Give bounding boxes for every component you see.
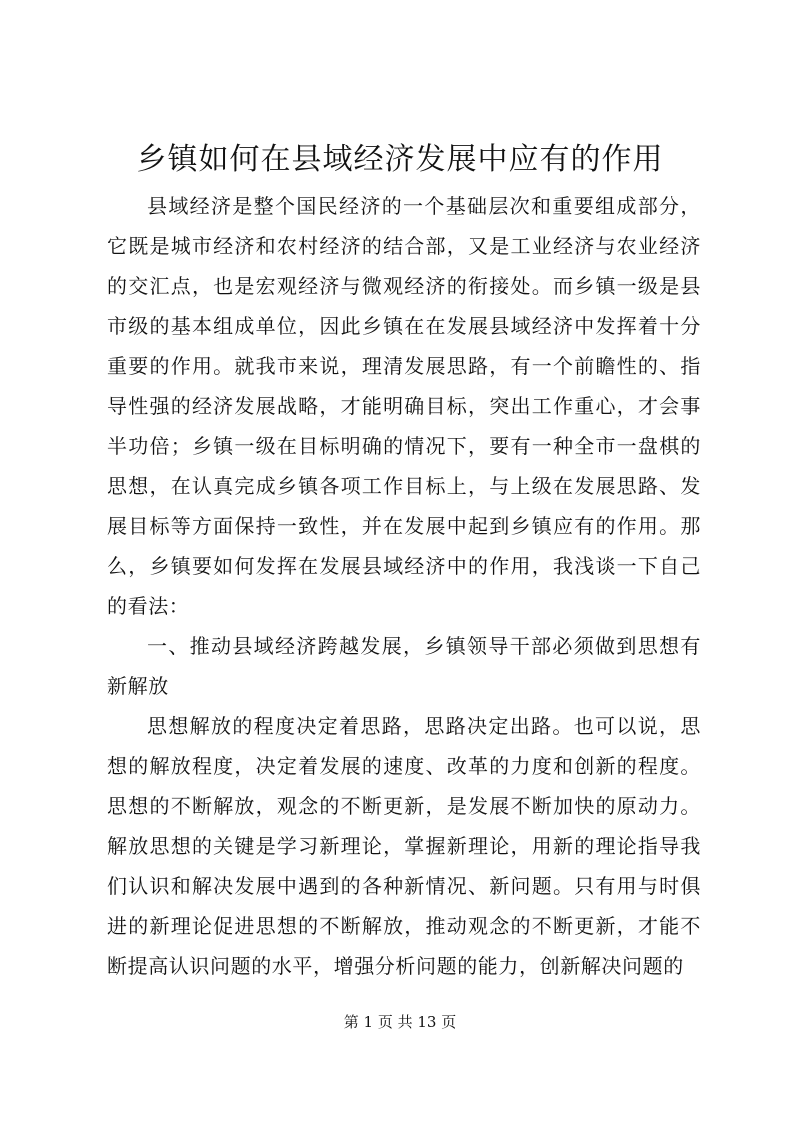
document-body [107, 186, 701, 986]
document-title: 乡镇如何在县域经济发展中应有的作用 [136, 142, 664, 177]
paragraph-intro: 县域经济是整个国民经济的一个基础层次和重要组成部分，它既是城市经济和农村经济的结合部，又是工业经济与农业经济的交汇点，也是宏观经济与微观经济的衔接处。而乡镇一级是县市级的基本组成单位，因此乡镇在在发展县域经济中发挥着十分重要的作用。就我市来说，理清发展思路，有一个前瞻性的、指导性强的经济发展战略，才能明确目标，突出工作重心，才会事半功倍；乡镇一级在目标明确的情况下，要有一种全市一盘棋的思想，在认真完成乡镇各项工作目标上，与上级在发展思路、发展目标等方面保持一致性，并在发展中起到乡镇应有的作用。那么，乡镇要如何发挥在发展县域经济中的作用，我浅谈一下自己的看法： [107, 194, 701, 618]
paragraph-section-1: 思想解放的程度决定着思路，思路决定出路。也可以说，思想的解放程度，决定着发展的速度、改革的力度和创新的程度。思想的不断解放，观念的不断更新，是发展不断加快的原动力。解放思想的关键是学习新理论，掌握新理论，用新的理论指导我们认识和解决发展中遇到的各种新情况、新问题。只有用与时俱进的新理论促进思想的不断解放，推动观念的不断更新，才能不断提高认识问题的水平，增强分析问题的能力，创新解决问题的 [107, 714, 701, 978]
page-number-footer: 第 1 页 共 13 页 [343, 1013, 457, 1031]
section-heading-1: 一、推动县域经济跨越发展，乡镇领导干部必须做到思想有新解放 [107, 634, 701, 698]
